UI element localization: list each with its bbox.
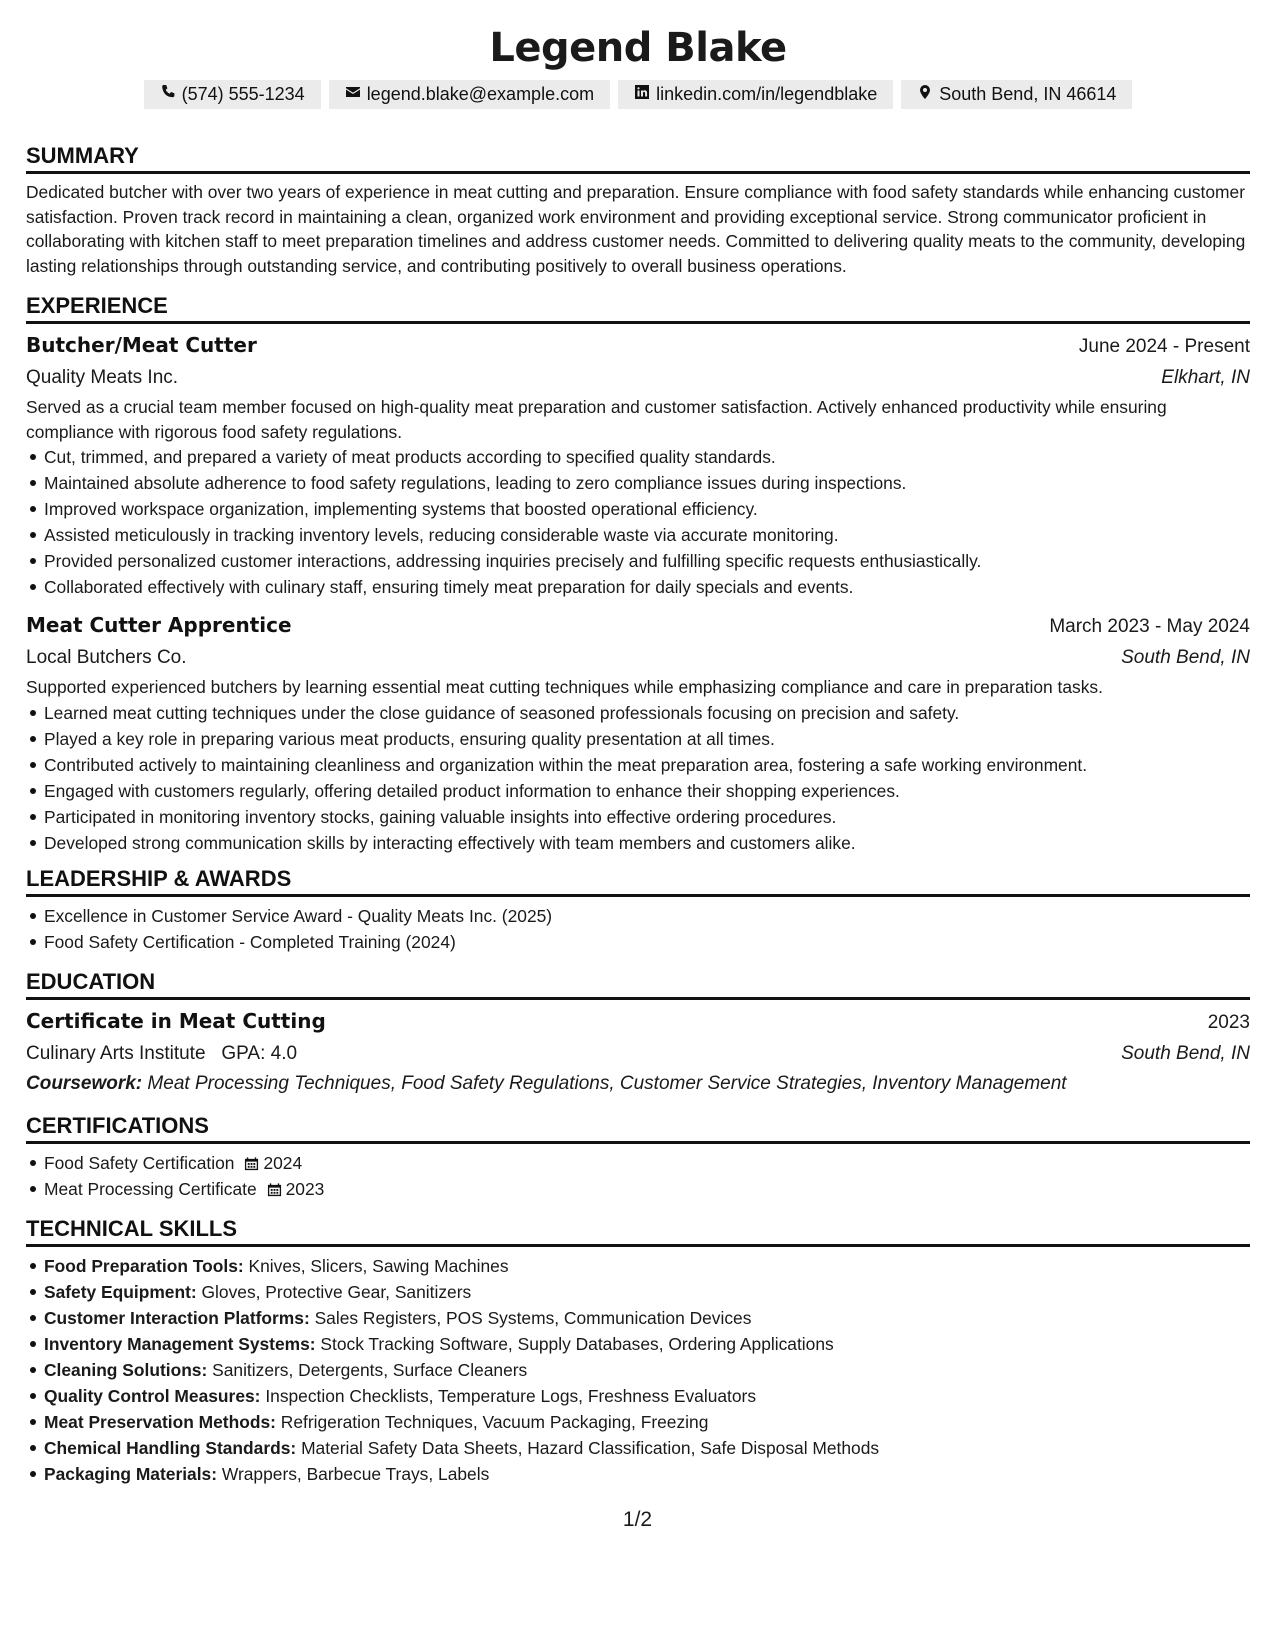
skill-value: Knives, Slicers, Sawing Machines <box>248 1255 509 1276</box>
linkedin-icon <box>634 84 650 105</box>
skill-value: Inspection Checklists, Temperature Logs, Freshness Evaluators <box>265 1385 757 1406</box>
cert-year: 2023 <box>285 1178 325 1199</box>
list-item: Learned meat cutting techniques under the close guidance of seasoned professionals focusing on precision and safety. <box>44 700 1250 726</box>
job-bullets <box>26 444 1250 600</box>
skill-value: Sales Registers, POS Systems, Communication Devices <box>314 1307 752 1328</box>
list-item <box>44 1176 1250 1202</box>
section-title-summary: SUMMARY <box>26 143 1250 174</box>
location-text: South Bend, IN 46614 <box>939 84 1117 104</box>
list-item: Played a key role in preparing various meat products, ensuring quality presentation at all times. <box>44 726 1250 752</box>
section-title-experience: EXPERIENCE <box>26 293 1250 324</box>
school-name: Culinary Arts Institute <box>26 1042 206 1064</box>
linkedin-text: linkedin.com/in/legendblake <box>656 84 878 104</box>
skill-label: Chemical Handling Standards: <box>44 1437 297 1458</box>
job-entry <box>26 330 1250 600</box>
list-item <box>44 1409 1250 1435</box>
job-entry <box>26 610 1250 856</box>
email-text: legend.blake@example.com <box>366 84 595 104</box>
skill-label: Packaging Materials: <box>44 1463 218 1484</box>
awards-list <box>26 903 1250 955</box>
contact-email[interactable] <box>329 80 610 109</box>
skill-label: Quality Control Measures: <box>44 1385 261 1406</box>
cert-name: Food Safety Certification <box>44 1152 235 1173</box>
experience-section <box>26 293 1250 856</box>
summary-section <box>26 143 1250 279</box>
coursework-list: Meat Processing Techniques, Food Safety Regulations, Customer Service Strategies, Inventory Management <box>147 1072 1067 1094</box>
cert-name: Meat Processing Certificate <box>44 1178 257 1199</box>
candidate-name: Legend Blake <box>489 25 787 71</box>
skill-value: Stock Tracking Software, Supply Databases, Ordering Applications <box>320 1333 834 1354</box>
skills-list <box>26 1253 1250 1487</box>
cert-year: 2024 <box>263 1152 303 1173</box>
resume-page <box>26 22 1250 1487</box>
list-item: Provided personalized customer interactions, addressing inquiries precisely and fulfilling specific requests enthusiastically. <box>44 548 1250 574</box>
phone-text: (574) 555-1234 <box>181 84 305 104</box>
phone-icon <box>160 84 176 105</box>
envelope-icon <box>345 84 361 105</box>
list-item <box>44 1435 1250 1461</box>
job-dates: June 2024 - Present <box>1078 335 1250 357</box>
list-item <box>44 1331 1250 1357</box>
certifications-list <box>26 1150 1250 1202</box>
job-location: Elkhart, IN <box>1161 366 1250 388</box>
skill-value: Sanitizers, Detergents, Surface Cleaners <box>212 1359 528 1380</box>
job-location: South Bend, IN <box>1121 647 1250 669</box>
contact-phone[interactable] <box>144 80 321 109</box>
skill-label: Food Preparation Tools: <box>44 1255 244 1276</box>
job-dates: March 2023 - May 2024 <box>1049 616 1250 638</box>
calendar-icon <box>257 1179 286 1199</box>
contact-bar <box>26 80 1250 109</box>
list-item: Cut, trimmed, and prepared a variety of meat products according to specified quality standards. <box>44 444 1250 470</box>
school-location: South Bend, IN <box>1121 1042 1250 1064</box>
job-bullets <box>26 700 1250 856</box>
list-item: Improved workspace organization, implementing systems that boosted operational efficiency. <box>44 496 1250 522</box>
page-number: 1/2 <box>622 1508 653 1531</box>
list-item: Engaged with customers regularly, offering detailed product information to enhance their shopping experiences. <box>44 778 1250 804</box>
skill-label: Meat Preservation Methods: <box>44 1411 276 1432</box>
contact-location[interactable] <box>901 80 1132 109</box>
skill-label: Cleaning Solutions: <box>44 1359 208 1380</box>
summary-text: Dedicated butcher with over two years of experience in meat cutting and preparation. Ensure compliance with food safety standards while enhancing customer satisfaction. Proven track record in maintaining a clean, organized work environment and providing exceptional service. Strong communicator proficient in collaborating with kitchen staff to meet preparation timelines and address customer needs. Committed to delivering quality meats to the community, developing lasting relationships through outstanding service, and contributing positively to overall business operations. <box>26 182 1246 277</box>
gpa: GPA: 4.0 <box>221 1042 298 1064</box>
calendar-icon <box>234 1153 263 1173</box>
section-title-skills: TECHNICAL SKILLS <box>26 1216 1250 1247</box>
section-title-awards: LEADERSHIP & AWARDS <box>26 866 1250 897</box>
skill-label: Customer Interaction Platforms: <box>44 1307 310 1328</box>
list-item <box>44 1150 1250 1176</box>
list-item <box>44 1253 1250 1279</box>
degree-name: Certificate in Meat Cutting <box>26 1008 326 1033</box>
education-section <box>26 969 1250 1099</box>
job-title: Meat Cutter Apprentice <box>26 613 292 638</box>
location-pin-icon <box>917 84 933 105</box>
list-item <box>44 1279 1250 1305</box>
list-item: Developed strong communication skills by interacting effectively with team members and customers alike. <box>44 830 1250 856</box>
skill-label: Safety Equipment: <box>44 1281 197 1302</box>
skill-label: Inventory Management Systems: <box>44 1333 316 1354</box>
graduation-year: 2023 <box>1207 1011 1250 1033</box>
list-item: Collaborated effectively with culinary staff, ensuring timely meat preparation for daily specials and events. <box>44 574 1250 600</box>
certifications-section <box>26 1113 1250 1202</box>
skill-value: Wrappers, Barbecue Trays, Labels <box>221 1463 490 1484</box>
awards-section <box>26 866 1250 955</box>
section-title-certifications: CERTIFICATIONS <box>26 1113 1250 1144</box>
job-company: Local Butchers Co. <box>26 647 187 669</box>
list-item <box>44 1461 1250 1487</box>
coursework <box>26 1069 1250 1099</box>
list-item <box>44 1383 1250 1409</box>
list-item <box>44 1305 1250 1331</box>
section-title-education: EDUCATION <box>26 969 1250 1000</box>
coursework-label: Coursework: <box>26 1072 143 1094</box>
list-item: Maintained absolute adherence to food safety regulations, leading to zero compliance issues during inspections. <box>44 470 1250 496</box>
job-title: Butcher/Meat Cutter <box>26 332 257 357</box>
job-company: Quality Meats Inc. <box>26 366 179 388</box>
contact-linkedin[interactable] <box>618 80 893 109</box>
skill-value: Gloves, Protective Gear, Sanitizers <box>201 1281 472 1302</box>
list-item: Assisted meticulously in tracking inventory levels, reducing considerable waste via accurate monitoring. <box>44 522 1250 548</box>
list-item: Participated in monitoring inventory stocks, gaining valuable insights into effective ordering procedures. <box>44 804 1250 830</box>
skill-value: Refrigeration Techniques, Vacuum Packaging, Freezing <box>280 1411 709 1432</box>
list-item: Contributed actively to maintaining cleanliness and organization within the meat preparation area, fostering a safe working environment. <box>44 752 1250 778</box>
list-item: Excellence in Customer Service Award - Quality Meats Inc. (2025) <box>44 903 1250 929</box>
list-item: Food Safety Certification - Completed Training (2024) <box>44 929 1250 955</box>
list-item <box>44 1357 1250 1383</box>
job-description: Supported experienced butchers by learning essential meat cutting techniques while emphasizing compliance and care in preparation tasks. <box>26 677 1103 698</box>
skills-section <box>26 1216 1250 1487</box>
job-description: Served as a crucial team member focused on high-quality meat preparation and customer satisfaction. Actively enhanced productivity while ensuring compliance with rigorous food safety regulations. <box>26 396 1167 442</box>
skill-value: Material Safety Data Sheets, Hazard Classification, Safe Disposal Methods <box>301 1437 880 1458</box>
